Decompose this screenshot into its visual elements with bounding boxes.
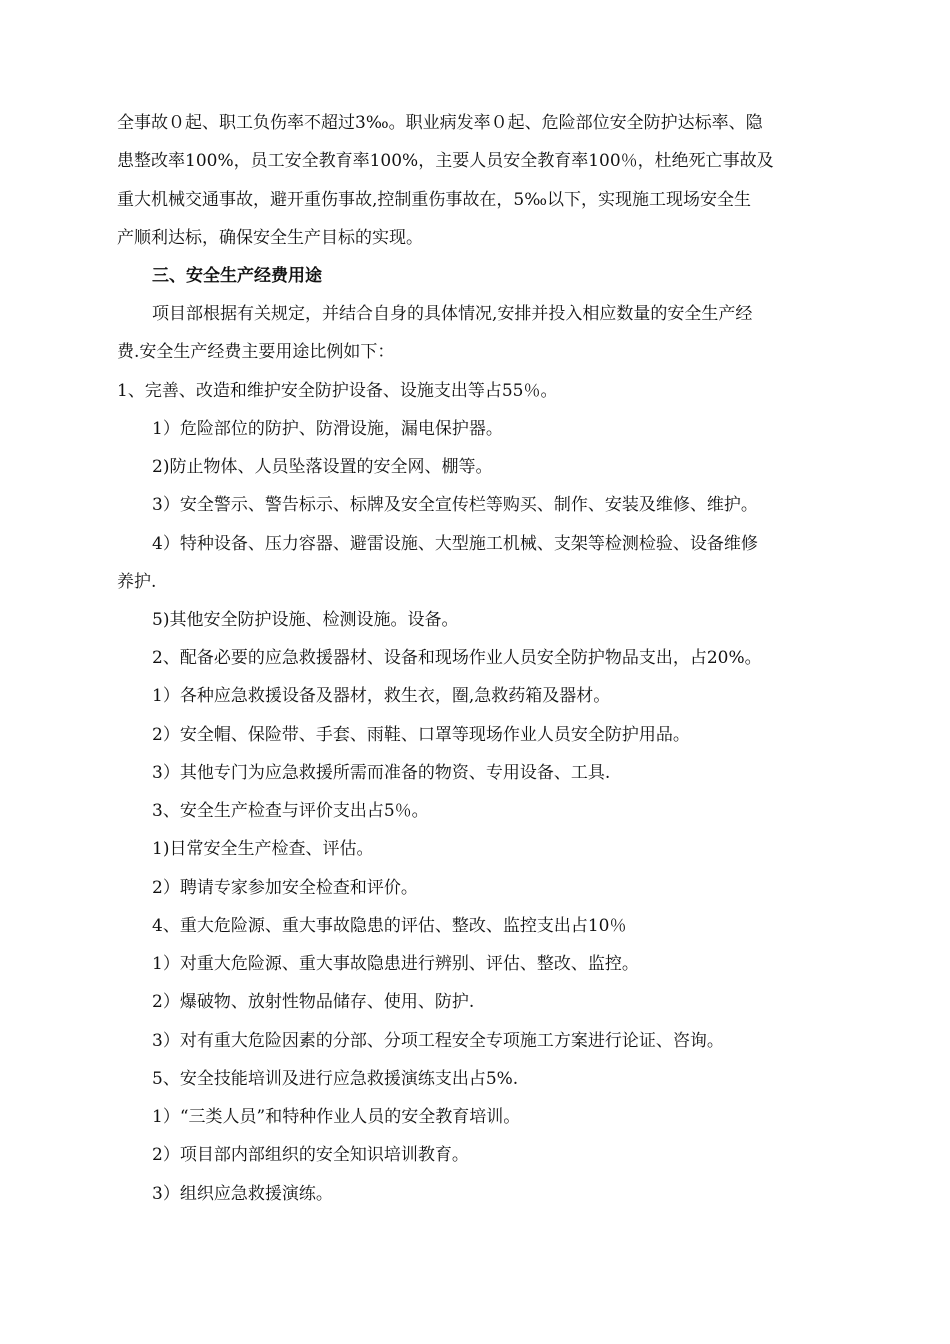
- item-5-title: 5、安全技能培训及进行应急救援演练支出占5%.: [152, 1069, 519, 1089]
- item-2-sub-1: 1）各种应急救援设备及器材，救生衣，圈,急救药箱及器材。: [152, 686, 611, 706]
- item-2-sub-2: 2）安全帽、保险带、手套、雨鞋、口罩等现场作业人员安全防护用品。: [152, 725, 690, 745]
- item-3-sub-2: 2）聘请专家参加安全检查和评价。: [152, 878, 418, 898]
- paragraph-line-1: 项目部根据有关规定，并结合自身的具体情况,安排并投入相应数量的安全生产经: [152, 304, 753, 324]
- item-5-sub-3: 3）组织应急救援演练。: [152, 1184, 333, 1204]
- paragraph-line-2: 费.安全生产经费主要用途比例如下：: [117, 342, 395, 362]
- intro-line-1: 全事故０起、职工负伤率不超过3‰。职业病发率０起、危险部位安全防护达标率、隐: [117, 113, 763, 133]
- item-4-title: 4、重大危险源、重大事故隐患的评估、整改、监控支出占10％: [152, 916, 627, 936]
- item-2-title: 2、配备必要的应急救援器材、设备和现场作业人员安全防护物品支出，占20%。: [152, 648, 762, 668]
- section-heading: 三、安全生产经费用途: [152, 266, 322, 286]
- item-1-sub-4-cont: 养护.: [117, 572, 157, 592]
- intro-line-4: 产顺利达标，确保安全生产目标的实现。: [117, 228, 423, 248]
- item-5-sub-2: 2）项目部内部组织的安全知识培训教育。: [152, 1145, 469, 1165]
- item-4-sub-3: 3）对有重大危险因素的分部、分项工程安全专项施工方案进行论证、咨询。: [152, 1031, 724, 1051]
- item-1-sub-4: 4）特种设备、压力容器、避雷设施、大型施工机械、支架等检测检验、设备维修: [152, 534, 758, 554]
- item-1-sub-2: 2)防止物体、人员坠落设置的安全网、棚等。: [152, 457, 493, 477]
- item-2-sub-3: 3）其他专门为应急救援所需而准备的物资、专用设备、工具.: [152, 763, 611, 783]
- item-4-sub-2: 2）爆破物、放射性物品储存、使用、防护.: [152, 992, 475, 1012]
- item-5-sub-1: 1）“三类人员”和特种作业人员的安全教育培训。: [152, 1107, 521, 1127]
- item-1-sub-3: 3）安全警示、警告标示、标牌及安全宣传栏等购买、制作、安装及维修、维护。: [152, 495, 758, 515]
- item-1-title: 1、完善、改造和维护安全防护设备、设施支出等占55％。: [117, 381, 558, 401]
- intro-line-2: 患整改率100%，员工安全教育率100%，主要人员安全教育率100％，杜绝死亡事故及: [117, 151, 774, 171]
- item-1-sub-5: 5)其他安全防护设施、检测设施。设备。: [152, 610, 459, 630]
- intro-line-3: 重大机械交通事故，避开重伤事故,控制重伤事故在，5‰以下，实现施工现场安全生: [117, 190, 752, 210]
- item-1-sub-1: 1）危险部位的防护、防滑设施，漏电保护器。: [152, 419, 503, 439]
- item-3-sub-1: 1)日常安全生产检查、评估。: [152, 839, 374, 859]
- item-4-sub-1: 1）对重大危险源、重大事故隐患进行辨别、评估、整改、监控。: [152, 954, 639, 974]
- item-3-title: 3、安全生产检查与评价支出占5％。: [152, 801, 429, 821]
